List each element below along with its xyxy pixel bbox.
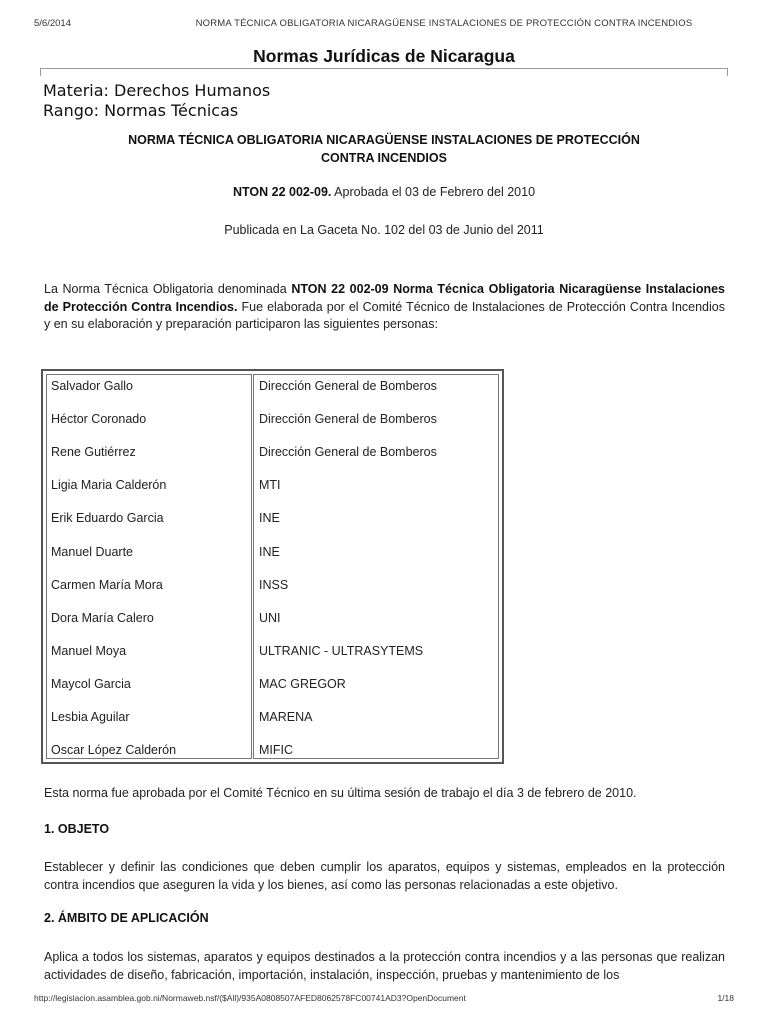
- committee-members-table: [41, 369, 504, 764]
- approval-line: [0, 185, 768, 199]
- member-name: Ligia Maria Calderón: [51, 478, 167, 493]
- member-organization: INE: [259, 511, 280, 526]
- materia-line: Materia: Derechos Humanos: [43, 81, 271, 100]
- norm-title-line-1: NORMA TÉCNICA OBLIGATORIA NICARAGÜENSE INSTALACIONES DE PROTECCIÓN: [128, 133, 640, 147]
- print-document-title: NORMA TÉCNICA OBLIGATORIA NICARAGÜENSE INSTALACIONES DE PROTECCIÓN CONTRA INCENDIOS: [195, 18, 693, 29]
- member-name: Erik Eduardo Garcia: [51, 511, 164, 526]
- intro-text-start: La Norma Técnica Obligatoria denominada: [44, 282, 292, 296]
- intro-paragraph: [44, 281, 725, 334]
- member-organization: INSS: [259, 577, 289, 592]
- table-row: [43, 379, 502, 412]
- member-name: Manuel Duarte: [51, 544, 133, 559]
- section-2-text: Aplica a todos los sistemas, aparatos y equipos destinados a la protección contra incendios y a las personas que realizan actividades de diseño, fabricación, importación, instalación, inspección, pruebas y mantenimiento de los: [44, 950, 725, 982]
- approval-date: Aprobada el 03 de Febrero del 2010: [331, 185, 536, 199]
- table-row: [43, 611, 502, 644]
- table-row: [43, 478, 502, 511]
- title-divider-left-tick: [40, 68, 41, 76]
- table-row: [43, 545, 502, 578]
- print-header: [34, 18, 734, 30]
- table-row: [43, 445, 502, 478]
- table-row: [43, 578, 502, 611]
- print-date: 5/6/2014: [34, 18, 71, 29]
- approval-note: Esta norma fue aprobada por el Comité Técnico en su última sesión de trabajo el día 3 de febrero de 2010.: [44, 786, 637, 800]
- title-divider-right-tick: [727, 68, 728, 76]
- section-1-text: Establecer y definir las condiciones que deben cumplir los aparatos, equipos y sistemas, empleados en la protección contra incendios que aseguren la vida y los bienes, así como las personas relacionadas a este objetivo.: [44, 860, 725, 892]
- member-organization: Dirección General de Bomberos: [259, 445, 437, 460]
- table-row: [43, 677, 502, 710]
- member-name: Maycol Garcia: [51, 676, 131, 691]
- intro-norm-name: NTON 22 002-09 Norma Técnica Obligatoria Nicaragüense Instalaciones de Protección Contra Incendios.: [44, 282, 725, 314]
- member-organization: INE: [259, 544, 280, 559]
- table-row: [43, 710, 502, 743]
- member-name: Oscar López Calderón: [51, 743, 177, 758]
- rango-line: Rango: Normas Técnicas: [43, 101, 239, 120]
- member-organization: Dirección General de Bomberos: [259, 412, 437, 427]
- title-divider: [40, 68, 728, 69]
- page-number: 1/18: [717, 993, 734, 1003]
- member-organization: UNI: [259, 610, 281, 625]
- table-row: [43, 412, 502, 445]
- member-organization: Dirección General de Bomberos: [259, 379, 437, 393]
- member-name: Rene Gutiérrez: [51, 445, 136, 460]
- member-name: Salvador Gallo: [51, 379, 133, 393]
- member-organization: MAC GREGOR: [259, 676, 346, 691]
- site-title: Normas Jurídicas de Nicaragua: [253, 46, 515, 66]
- norm-code: NTON 22 002-09.: [232, 185, 332, 199]
- table-row: [43, 511, 502, 544]
- member-organization: MIFIC: [259, 743, 294, 758]
- section-1-heading: 1. OBJETO: [44, 822, 110, 836]
- member-organization: MTI: [259, 478, 281, 493]
- member-name: Héctor Coronado: [51, 412, 147, 427]
- norm-title: [90, 131, 678, 167]
- norm-title-line-2: CONTRA INCENDIOS: [321, 151, 447, 165]
- member-organization: MARENA: [259, 710, 313, 724]
- member-organization: ULTRANIC - ULTRASYTEMS: [259, 643, 424, 658]
- print-footer: [34, 993, 734, 1005]
- source-url: http://legislacion.asamblea.gob.ni/Normaweb.nsf/($All)/935A0808507AFED8062578FC00741AD3?OpenDocument: [34, 993, 466, 1003]
- intro-text-end: Fue elaborada por el Comité Técnico de Instalaciones de Protección Contra Incendios y en su elaboración y preparación participaron las siguientes personas:: [44, 299, 725, 331]
- member-name: Dora María Calero: [51, 610, 154, 625]
- table-row: [43, 644, 502, 677]
- member-name: Carmen María Mora: [51, 577, 163, 592]
- table-row: [43, 743, 502, 776]
- member-name: Manuel Moya: [51, 643, 127, 658]
- section-2-heading: 2. ÁMBITO DE APLICACIÓN: [44, 911, 209, 925]
- member-name: Lesbia Aguilar: [51, 710, 130, 724]
- publication-line: Publicada en La Gaceta No. 102 del 03 de Junio del 2011: [224, 223, 544, 237]
